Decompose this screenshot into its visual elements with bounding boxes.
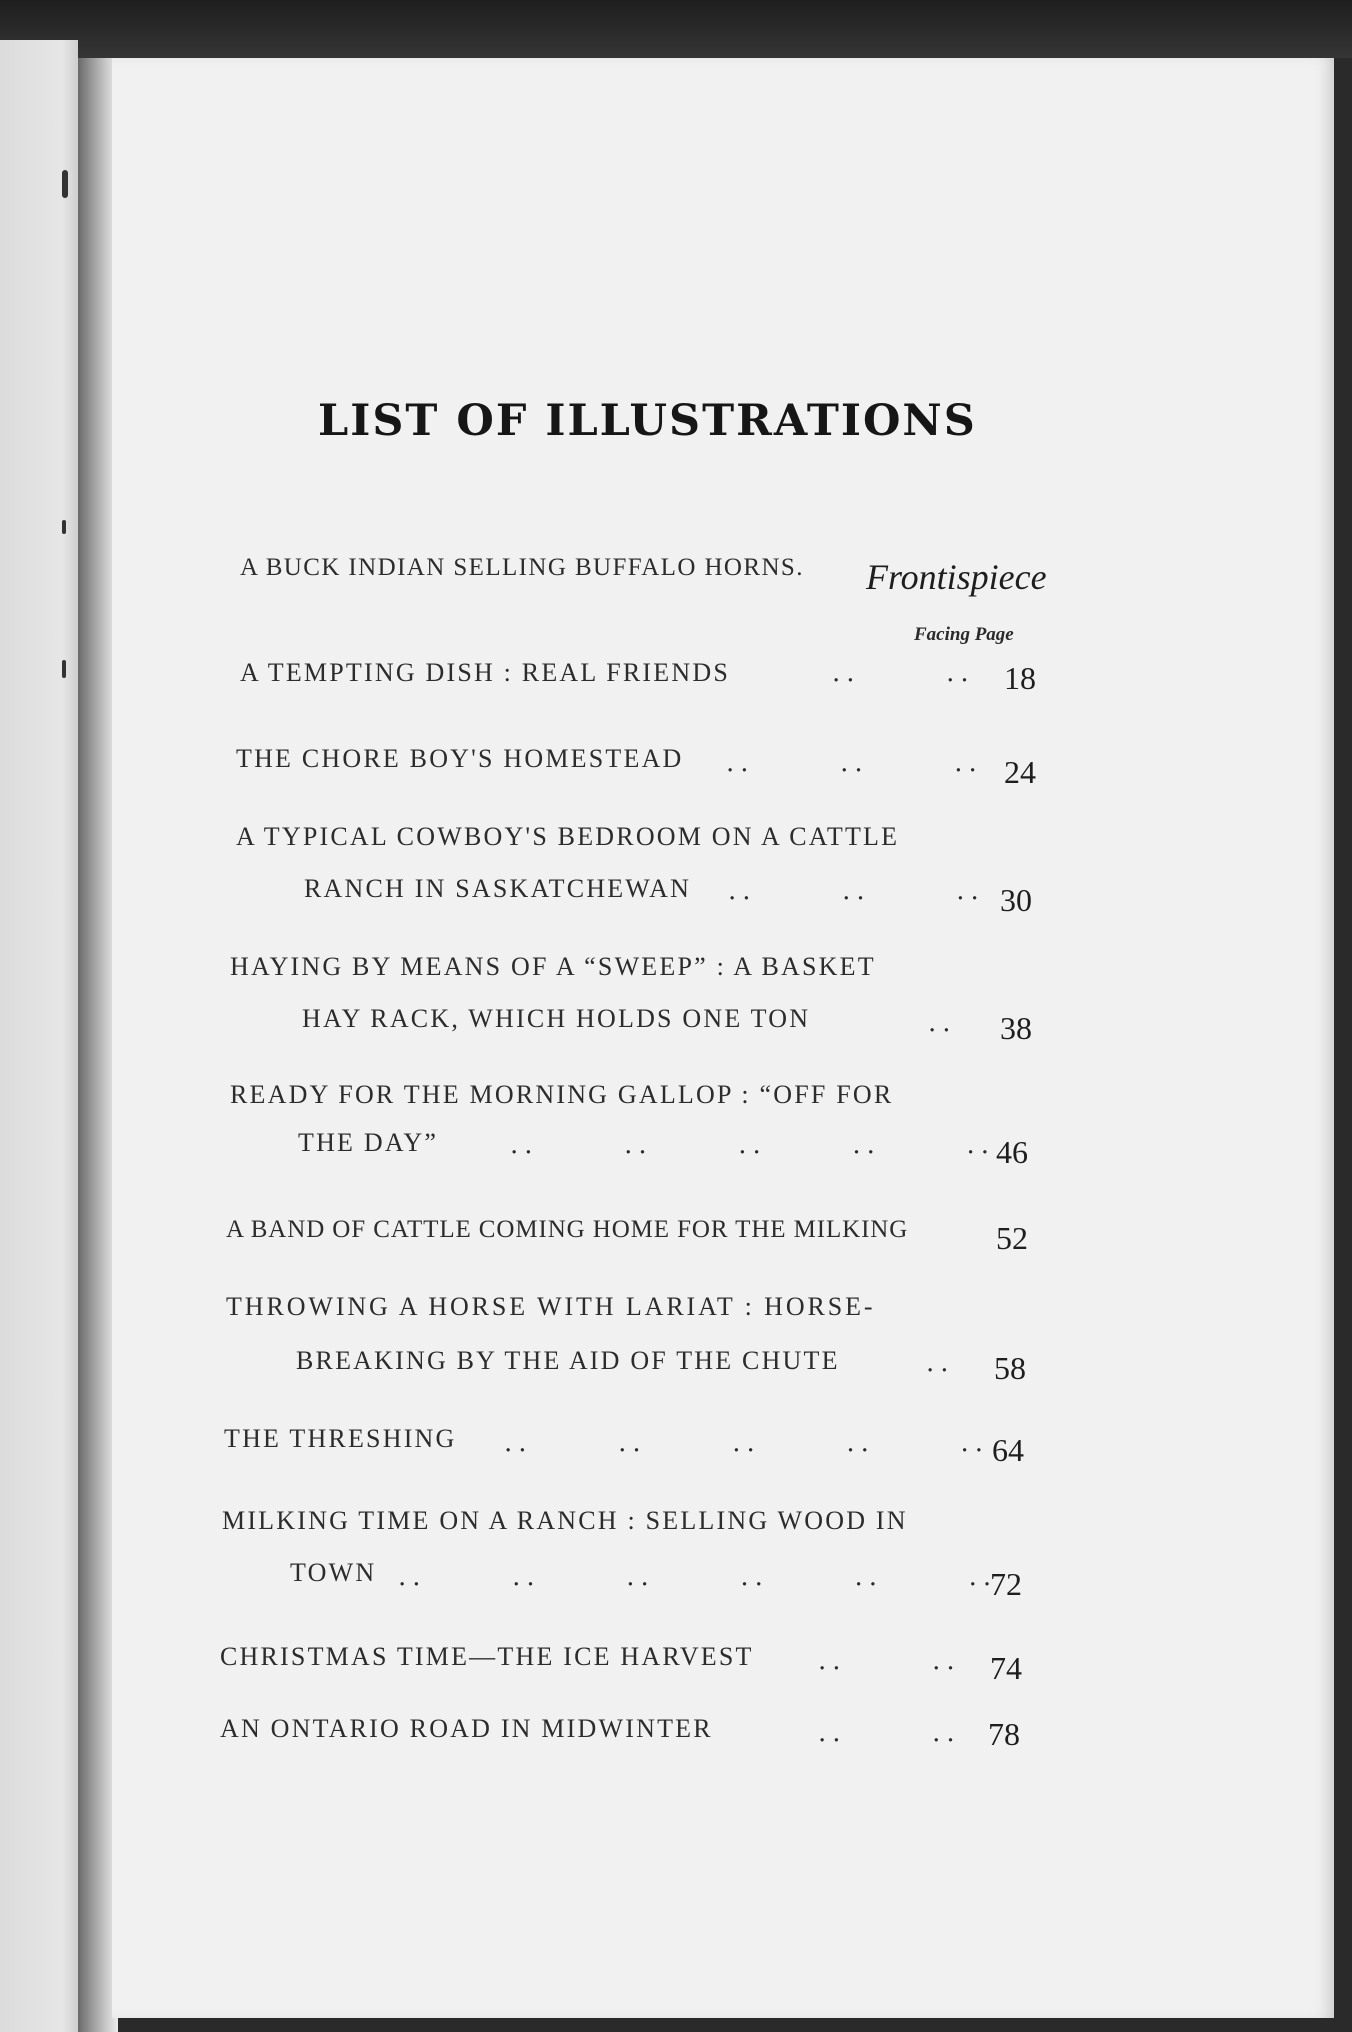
ink-mark [62, 170, 68, 198]
leader-dots: .. .. .. [726, 748, 983, 778]
leader-dots: .. .. .. .. .. [510, 1130, 995, 1160]
leader-dots: .. .. .. .. .. .. [398, 1562, 998, 1592]
leader-dots: .. .. .. .. .. [504, 1428, 989, 1458]
entry-title-line: CHRISTMAS TIME—THE ICE HARVEST [220, 1642, 754, 1671]
page-number: 78 [988, 1716, 1020, 1752]
page-number: 58 [994, 1350, 1026, 1386]
ink-mark [62, 660, 66, 678]
entry-title-line: TOWN [290, 1558, 377, 1587]
entry-title-line: MILKING TIME ON A RANCH : SELLING WOOD IN [222, 1506, 908, 1535]
ink-mark [62, 520, 66, 534]
entry-title-line: READY FOR THE MORNING GALLOP : “OFF FOR [230, 1080, 894, 1109]
leader-dots: .. .. [832, 658, 975, 688]
page-number: 18 [1004, 660, 1036, 696]
leader-dots: .. .. [818, 1718, 961, 1748]
page-number: 64 [992, 1432, 1024, 1468]
entry-title-line: A TEMPTING DISH : REAL FRIENDS [240, 658, 730, 687]
entry-title-line: THE CHORE BOY'S HOMESTEAD [236, 744, 684, 773]
frontispiece-title: A BUCK INDIAN SELLING BUFFALO HORNS. [240, 554, 804, 581]
entry-title-line: THROWING A HORSE WITH LARIAT : HORSE- [226, 1292, 876, 1321]
frontispiece-label: Frontispiece [866, 557, 1047, 597]
leader-dots: .. .. .. [728, 876, 985, 906]
entry-title-line: HAYING BY MEANS OF A “SWEEP” : A BASKET [230, 952, 876, 981]
leader-dots: .. .. [818, 1646, 961, 1676]
page-number: 52 [996, 1220, 1028, 1256]
entry-title-line: RANCH IN SASKATCHEWAN [304, 874, 692, 903]
leader-dots: .. [928, 1008, 957, 1038]
entry-title-line: THE THRESHING [224, 1424, 457, 1453]
facing-page-header: Facing Page [914, 624, 1014, 645]
page-number: 72 [990, 1566, 1022, 1602]
entry-title-line: HAY RACK, WHICH HOLDS ONE TON [302, 1004, 811, 1033]
entry-title-line: THE DAY” [298, 1128, 439, 1157]
page-number: 46 [996, 1134, 1028, 1170]
entry-title-line: AN ONTARIO ROAD IN MIDWINTER [220, 1714, 713, 1743]
scan-right-edge [1334, 58, 1352, 2032]
page-number: 30 [1000, 882, 1032, 918]
page-title: LIST OF ILLUSTRATIONS [318, 396, 977, 446]
previous-page-edge [0, 40, 78, 2032]
entry-title-line: BREAKING BY THE AID OF THE CHUTE [296, 1346, 840, 1375]
entry-title-line: A BAND OF CATTLE COMING HOME FOR THE MILKING [226, 1216, 909, 1243]
entry-title-line: A TYPICAL COWBOY'S BEDROOM ON A CATTLE [236, 822, 900, 851]
page-number: 74 [990, 1650, 1022, 1686]
page-number: 38 [1000, 1010, 1032, 1046]
page-number: 24 [1004, 754, 1036, 790]
leader-dots: .. [926, 1348, 955, 1378]
